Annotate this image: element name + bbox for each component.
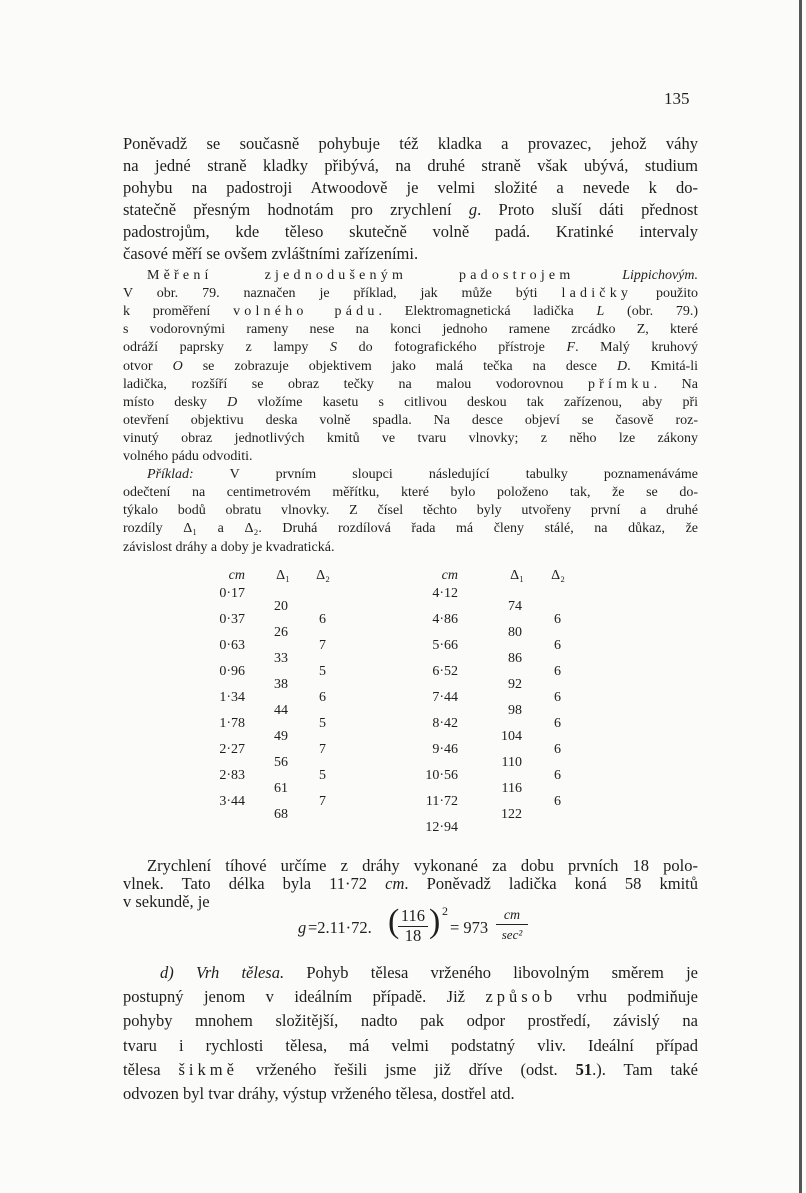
text-segment: (obr. 79.) bbox=[604, 304, 699, 320]
table-cell-cm: 9·46 bbox=[432, 742, 458, 757]
table-cell-cm: 6·52 bbox=[432, 664, 458, 679]
text-line bbox=[123, 521, 698, 537]
text-line bbox=[123, 987, 698, 1007]
table-cell-delta2: 7 bbox=[319, 742, 326, 757]
table-cell-cm: 1·78 bbox=[219, 716, 245, 731]
text-line bbox=[123, 286, 698, 302]
text-line bbox=[147, 467, 698, 483]
text-segment: otevření objektivu deska volně spadla. Na desce objeví se časově roz- bbox=[123, 412, 698, 428]
page-edge bbox=[799, 0, 802, 1193]
table-cell-cm: 3·44 bbox=[219, 794, 245, 809]
text-segment: rozdíly Δ₁ a Δ₂. Druhá rozdílová řada má členy stálé, na důkaz, že bbox=[123, 521, 698, 537]
text-line bbox=[123, 431, 698, 447]
text-line bbox=[123, 156, 698, 176]
table-cell-delta1: 38 bbox=[274, 677, 288, 692]
text-line bbox=[123, 395, 698, 411]
text-line bbox=[123, 1011, 698, 1031]
column-header-cm: cm bbox=[441, 568, 458, 583]
text-line bbox=[123, 485, 698, 501]
text-segment: se zobrazuje objektivem jako malá tečka na desce bbox=[182, 358, 617, 374]
text-line bbox=[160, 963, 698, 983]
text-segment: postupný jenom v ideálním případě. Již bbox=[123, 987, 486, 1007]
spaced-text: Měření zjednodušeným padostrojem bbox=[147, 268, 575, 283]
text-segment: pohybu na padostroji Atwoodově je velmi složité a nevede k do- bbox=[123, 178, 698, 197]
table-cell-delta2: 6 bbox=[554, 638, 561, 653]
text-segment: ladička, rozšíří se obraz tečky na malou vodorovnou bbox=[123, 376, 588, 392]
text-segment: odečtení na centimetrovém měřítku, které bylo položeno tak, že se do- bbox=[123, 485, 698, 501]
text-segment: odvozen byl tvar dráhy, výstup vrženého tělesa, dostřel atd. bbox=[123, 1084, 515, 1103]
text-segment: Zrychlení tíhové určíme z dráhy vykonané za dobu prvních 18 polo- bbox=[147, 856, 698, 875]
text-segment: otvor bbox=[123, 358, 173, 374]
text-segment: V obr. 79. naznačen je příklad, jak může býti bbox=[123, 286, 562, 302]
text-segment: s vodorovnými rameny nese na konci jednoho ramene zrcádko Z, které bbox=[123, 322, 698, 338]
text-line bbox=[123, 540, 698, 556]
spaced-text: způsob bbox=[485, 987, 557, 1007]
italic-text: S bbox=[329, 340, 337, 356]
italic-text: Příklad: bbox=[147, 467, 194, 483]
formula-numerator: 116 bbox=[398, 906, 428, 927]
italic-text: Lippichovým. bbox=[622, 268, 699, 283]
column-header-delta2: Δ₂ bbox=[551, 568, 565, 583]
table-cell-delta1: 49 bbox=[274, 729, 288, 744]
text-segment: tvaru i rychlosti tělesa, má velmi podstatný vliv. Ideální případ bbox=[123, 1035, 698, 1055]
text-segment: vinutý obraz jednotlivých kmitů ve tvaru vlnovky; z něho lze zákony bbox=[123, 430, 698, 446]
text-line bbox=[123, 322, 698, 338]
formula-paren-close: ) bbox=[429, 903, 441, 940]
text-segment: závislost dráhy a doby je kvadratická. bbox=[123, 539, 335, 555]
table-cell-cm: 7·44 bbox=[432, 690, 458, 705]
text-segment: vložíme kasetu s citlivou deskou tak zařízenou, aby při bbox=[237, 394, 699, 410]
table-cell-delta2: 6 bbox=[319, 690, 326, 705]
table-cell-delta1: 110 bbox=[501, 755, 522, 770]
table-cell-delta2: 6 bbox=[554, 690, 561, 705]
text-segment: odráží paprsky z lampy bbox=[123, 340, 330, 356]
italic-text: D bbox=[616, 358, 628, 374]
text-segment: V prvním sloupci následující tabulky poznamenáváme bbox=[193, 467, 698, 483]
table-cell-delta2: 5 bbox=[319, 664, 326, 679]
column-header-cm: cm bbox=[228, 568, 245, 583]
text-line bbox=[123, 503, 698, 519]
table-cell-delta1: 61 bbox=[274, 781, 288, 796]
italic-text: F bbox=[566, 340, 576, 356]
text-line bbox=[147, 268, 698, 284]
text-line bbox=[123, 222, 698, 242]
table-cell-delta2: 6 bbox=[554, 716, 561, 731]
text-segment: .). Tam také bbox=[592, 1059, 699, 1079]
table-cell-delta1: 20 bbox=[274, 599, 288, 614]
formula-product: =2.11·72. bbox=[308, 918, 372, 937]
table-cell-delta1: 98 bbox=[508, 703, 522, 718]
table-cell-delta1: 92 bbox=[508, 677, 522, 692]
text-segment: . Malý kruhový bbox=[575, 340, 699, 356]
text-segment: týkalo bodů obratu vlnovky. Z čísel těchto byly utvořeny první a druhé bbox=[123, 503, 698, 519]
formula-result: = 973 bbox=[450, 918, 489, 937]
text-line bbox=[123, 377, 698, 393]
table-cell-delta1: 33 bbox=[274, 651, 288, 666]
text-segment: . Poněvadž ladička koná 58 kmitů bbox=[404, 874, 698, 893]
text-segment: do fotografického přístroje bbox=[336, 340, 567, 356]
text-line bbox=[123, 340, 698, 356]
text-line bbox=[123, 359, 698, 375]
table-cell-delta1: 80 bbox=[508, 625, 522, 640]
table-cell-delta1: 74 bbox=[508, 599, 522, 614]
table-cell-delta1: 44 bbox=[274, 703, 288, 718]
text-segment: vrženého řešili jsme již dříve (odst. bbox=[237, 1059, 576, 1079]
table-cell-cm: 0·37 bbox=[219, 612, 245, 627]
text-segment: . Kmitá-li bbox=[627, 358, 699, 374]
text-segment: na jedné straně kladky přibývá, na druhé straně však ubývá, studium bbox=[123, 156, 698, 175]
italic-text: L bbox=[596, 304, 605, 320]
text-segment: v sekundě, je bbox=[123, 892, 210, 911]
text-segment: pohyby mnohem složitější, nadto pak odpor prostředí, závislý na bbox=[123, 1011, 698, 1031]
text-segment: . Na bbox=[653, 376, 699, 392]
table-cell-cm: 0·96 bbox=[219, 664, 245, 679]
text-segment: padostrojům, kde těleso skutečně volně padá. Kratinké intervaly bbox=[123, 222, 698, 241]
table-cell-delta2: 5 bbox=[319, 768, 326, 783]
text-line bbox=[123, 449, 698, 465]
table-cell-cm: 1·34 bbox=[219, 690, 245, 705]
text-segment: statečně přesným hodnotám pro zrychlení bbox=[123, 200, 469, 219]
table-cell-cm: 8·42 bbox=[432, 716, 458, 731]
text-line bbox=[123, 178, 698, 198]
italic-text: g bbox=[468, 200, 478, 219]
column-header-delta1: Δ₁ bbox=[276, 568, 290, 583]
table-cell-cm: 4·12 bbox=[432, 586, 458, 601]
table-cell-cm: 4·86 bbox=[432, 612, 458, 627]
formula-g: g bbox=[298, 918, 307, 937]
text-segment: Poněvadž se současně pohybuje též kladka a provazec, jehož váhy bbox=[123, 134, 698, 153]
text-line bbox=[123, 1084, 698, 1104]
table-cell-delta2: 6 bbox=[554, 794, 561, 809]
table-cell-delta1: 68 bbox=[274, 807, 288, 822]
table-cell-delta1: 86 bbox=[508, 651, 522, 666]
table-cell-cm: 12·94 bbox=[425, 820, 458, 835]
text-segment: volného pádu odvoditi. bbox=[123, 449, 253, 464]
text-line bbox=[123, 1060, 698, 1080]
table-cell-delta2: 5 bbox=[319, 716, 326, 731]
table-cell-delta1: 116 bbox=[501, 781, 522, 796]
table-cell-delta2: 6 bbox=[554, 664, 561, 679]
table-cell-delta1: 26 bbox=[274, 625, 288, 640]
spaced-text: volného pádu bbox=[233, 304, 379, 320]
text-line bbox=[147, 856, 698, 876]
text-segment: . Proto sluší dáti přednost bbox=[477, 200, 699, 219]
text-segment: Pohyb tělesa vrženého libovolným směrem je bbox=[284, 963, 698, 982]
table-cell-delta2: 6 bbox=[554, 768, 561, 783]
text-line bbox=[123, 304, 698, 320]
column-header-delta2: Δ₂ bbox=[316, 568, 330, 583]
table-cell-delta1: 56 bbox=[274, 755, 288, 770]
table-cell-cm: 10·56 bbox=[425, 768, 458, 783]
spaced-text: šikmě bbox=[178, 1059, 238, 1079]
formula-unit-denominator: sec² bbox=[501, 927, 523, 942]
table-cell-delta2: 6 bbox=[554, 742, 561, 757]
text-segment bbox=[574, 268, 622, 283]
table-cell-cm: 0·63 bbox=[219, 638, 245, 653]
bold-text: 51 bbox=[575, 1059, 593, 1079]
table-cell-delta2: 6 bbox=[319, 612, 326, 627]
table-cell-delta2: 7 bbox=[319, 794, 326, 809]
table-cell-delta1: 122 bbox=[501, 807, 522, 822]
text-segment: tělesa bbox=[123, 1059, 179, 1079]
text-segment: . Elektromagnetická ladička bbox=[378, 304, 597, 320]
table-cell-delta2: 7 bbox=[319, 638, 326, 653]
column-header-delta1: Δ₁ bbox=[510, 568, 524, 583]
text-line bbox=[123, 413, 698, 429]
table-cell-delta1: 104 bbox=[501, 729, 522, 744]
table-cell-cm: 2·83 bbox=[219, 768, 245, 783]
text-line bbox=[123, 1036, 698, 1056]
spaced-text: přímku bbox=[587, 376, 654, 392]
italic-text: O bbox=[172, 358, 183, 374]
table-cell-delta2: 6 bbox=[554, 612, 561, 627]
formula-denominator: 18 bbox=[404, 926, 422, 945]
table-cell-cm: 11·72 bbox=[425, 794, 458, 809]
table-cell-cm: 2·27 bbox=[219, 742, 245, 757]
text-line bbox=[123, 200, 698, 220]
text-segment: časové měří se ovšem zvláštními zařízeními. bbox=[123, 244, 419, 263]
italic-text: D bbox=[227, 394, 238, 410]
table-cell-cm: 5·66 bbox=[432, 638, 458, 653]
table-cell-cm: 0·17 bbox=[219, 586, 245, 601]
text-line bbox=[123, 134, 698, 154]
formula-unit-numerator: cm bbox=[496, 908, 528, 925]
text-line bbox=[123, 244, 698, 264]
text-segment: místo desky bbox=[123, 394, 228, 410]
formula-exponent: 2 bbox=[442, 904, 448, 918]
text-segment: vlnek. Tato délka byla 11·72 bbox=[123, 874, 386, 893]
spaced-text: ladičky bbox=[561, 286, 633, 302]
text-line bbox=[123, 874, 698, 894]
text-segment: k proměření bbox=[123, 304, 234, 320]
text-segment: použito bbox=[632, 286, 698, 302]
italic-text: cm bbox=[385, 874, 405, 893]
italic-text: d) Vrh tělesa. bbox=[160, 963, 285, 982]
page-number: 135 bbox=[664, 89, 690, 108]
text-segment: vrhu podmiňuje bbox=[556, 987, 698, 1007]
formula-paren-open: ( bbox=[388, 903, 400, 940]
